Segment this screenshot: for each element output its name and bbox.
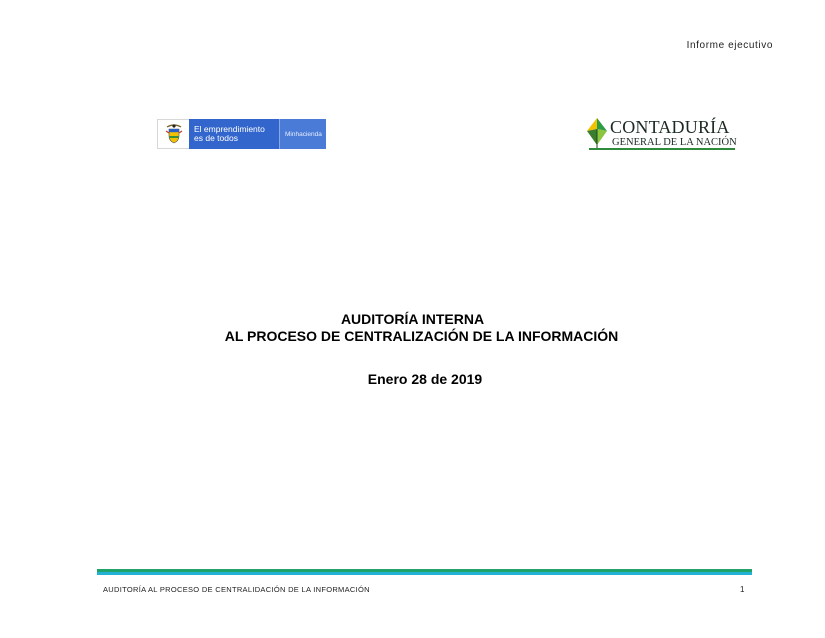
- page-number: 1: [740, 585, 745, 594]
- logo-name-line2: GENERAL DE LA NACIÓN: [612, 137, 737, 148]
- footer-text: AUDITORÍA AL PROCESO DE CENTRALIDACIÓN DE LA INFORMACIÓN: [103, 585, 370, 594]
- report-type-label: Informe ejecutivo: [686, 40, 773, 51]
- slogan-line2: es de todos: [194, 133, 238, 143]
- footer-bar-blue: [97, 572, 752, 575]
- ministry-label: Minhacienda: [279, 119, 326, 149]
- title-line2: AL PROCESO DE CENTRALIZACIÓN DE LA INFORMACIÓN: [224, 328, 619, 344]
- title-line1: AUDITORÍA INTERNA: [340, 311, 485, 327]
- slogan-box: [189, 119, 279, 149]
- contaduria-logo: [585, 117, 735, 151]
- leaf-icon: [585, 117, 609, 149]
- coat-of-arms-icon: [157, 119, 189, 149]
- slogan-line1: El emprendimiento: [194, 124, 265, 134]
- minhacienda-logo: [157, 119, 326, 149]
- document-date: Enero 28 de 2019: [367, 371, 483, 387]
- logo-name-line1: CONTADURÍA: [610, 117, 730, 137]
- logo-underline: [589, 148, 735, 150]
- document-title: [0, 311, 825, 345]
